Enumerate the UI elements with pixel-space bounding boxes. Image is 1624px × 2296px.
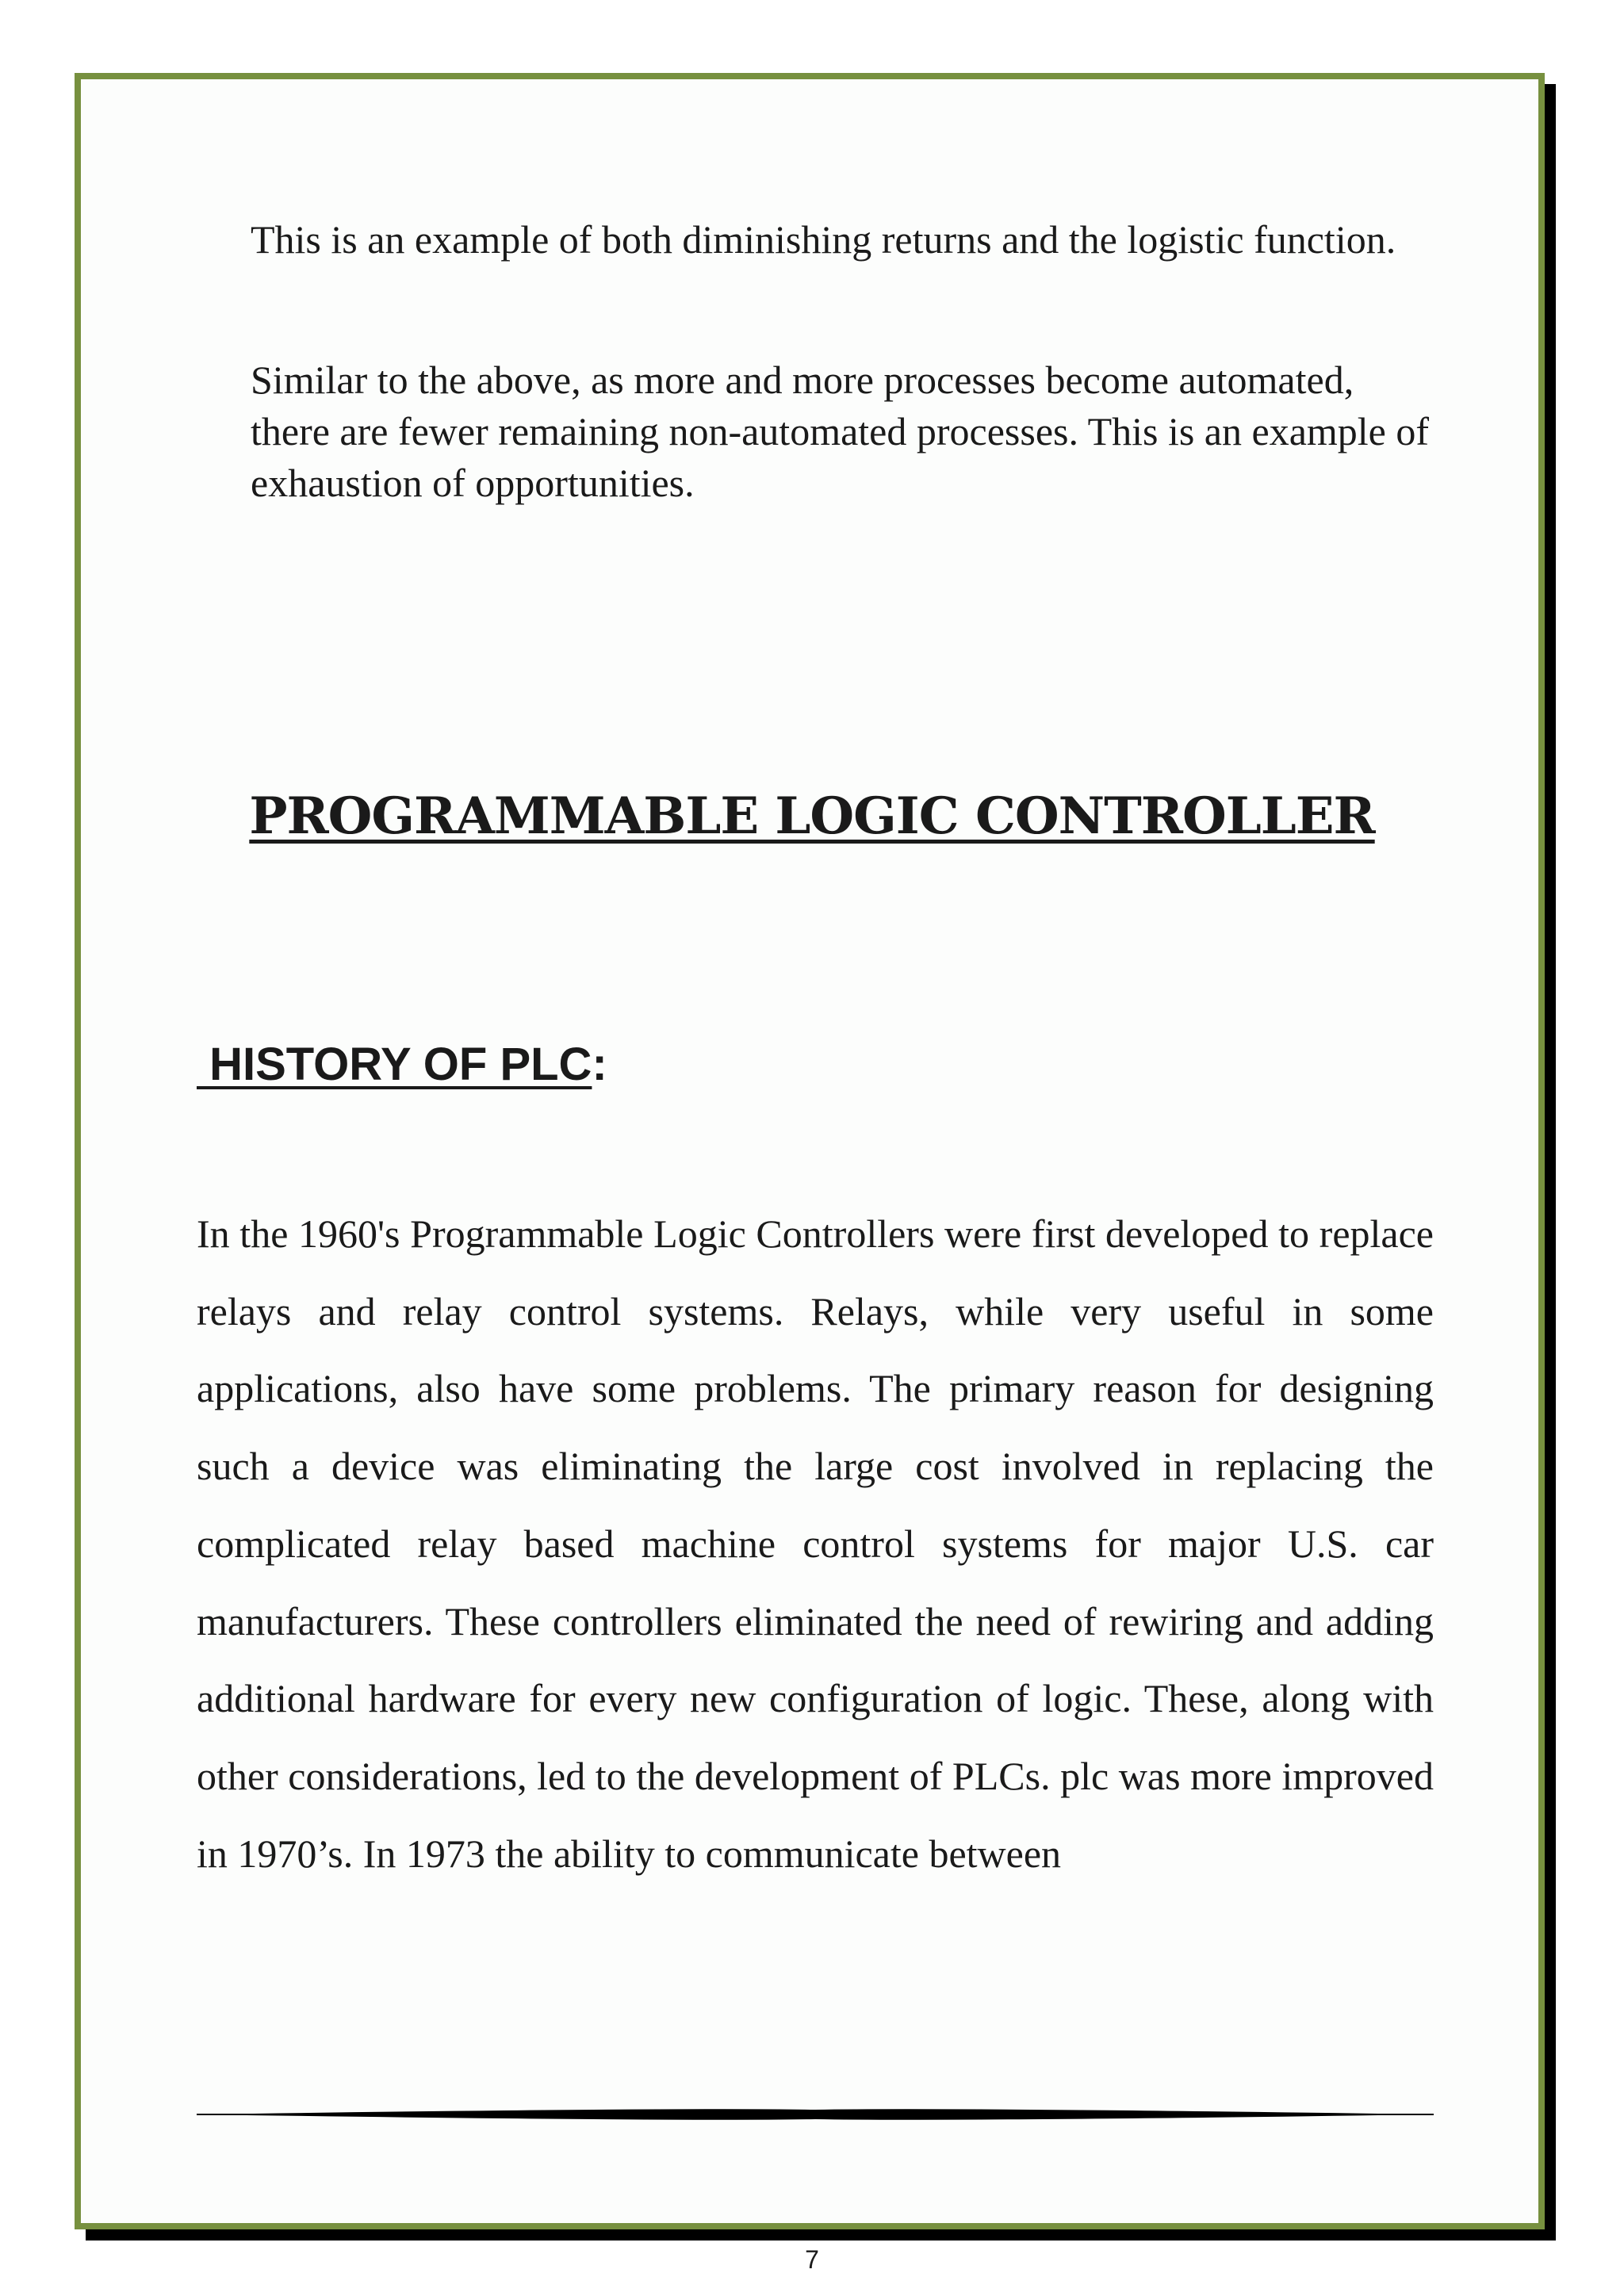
history-heading-colon: :	[592, 1039, 607, 1090]
section-title: PROGRAMMABLE LOGIC CONTROLLER	[249, 786, 1375, 846]
ornamental-divider	[197, 2103, 1434, 2126]
history-body-paragraph: In the 1960's Programmable Logic Controllers were first developed to replace relays and relay control systems. Relays, while very useful in some applications, also have some problems. The primary reason for designing such a device was eliminating the large cost involved in replacing the complicated relay based machine control systems for major U.S. car manufacturers. These controllers eliminated the need of rewiring and adding additional hardware for every new configuration of logic. These, along with other considerations, led to the development of PLCs. plc was more improved in 1970’s. In 1973 the ability to communicate between	[197, 1211, 1434, 1876]
intro-paragraph-2: Similar to the above, as more and more processes become automated, there are fewer remaining non-automated processes. This is an example of exhaustion of opportunities.	[251, 358, 1430, 505]
intro-paragraph-1: This is an example of both diminishing returns and the logistic function.	[251, 217, 1396, 262]
history-heading	[197, 1037, 607, 1093]
page-number: 7	[805, 2245, 819, 2274]
history-heading-text: HISTORY OF PLC	[197, 1039, 592, 1090]
